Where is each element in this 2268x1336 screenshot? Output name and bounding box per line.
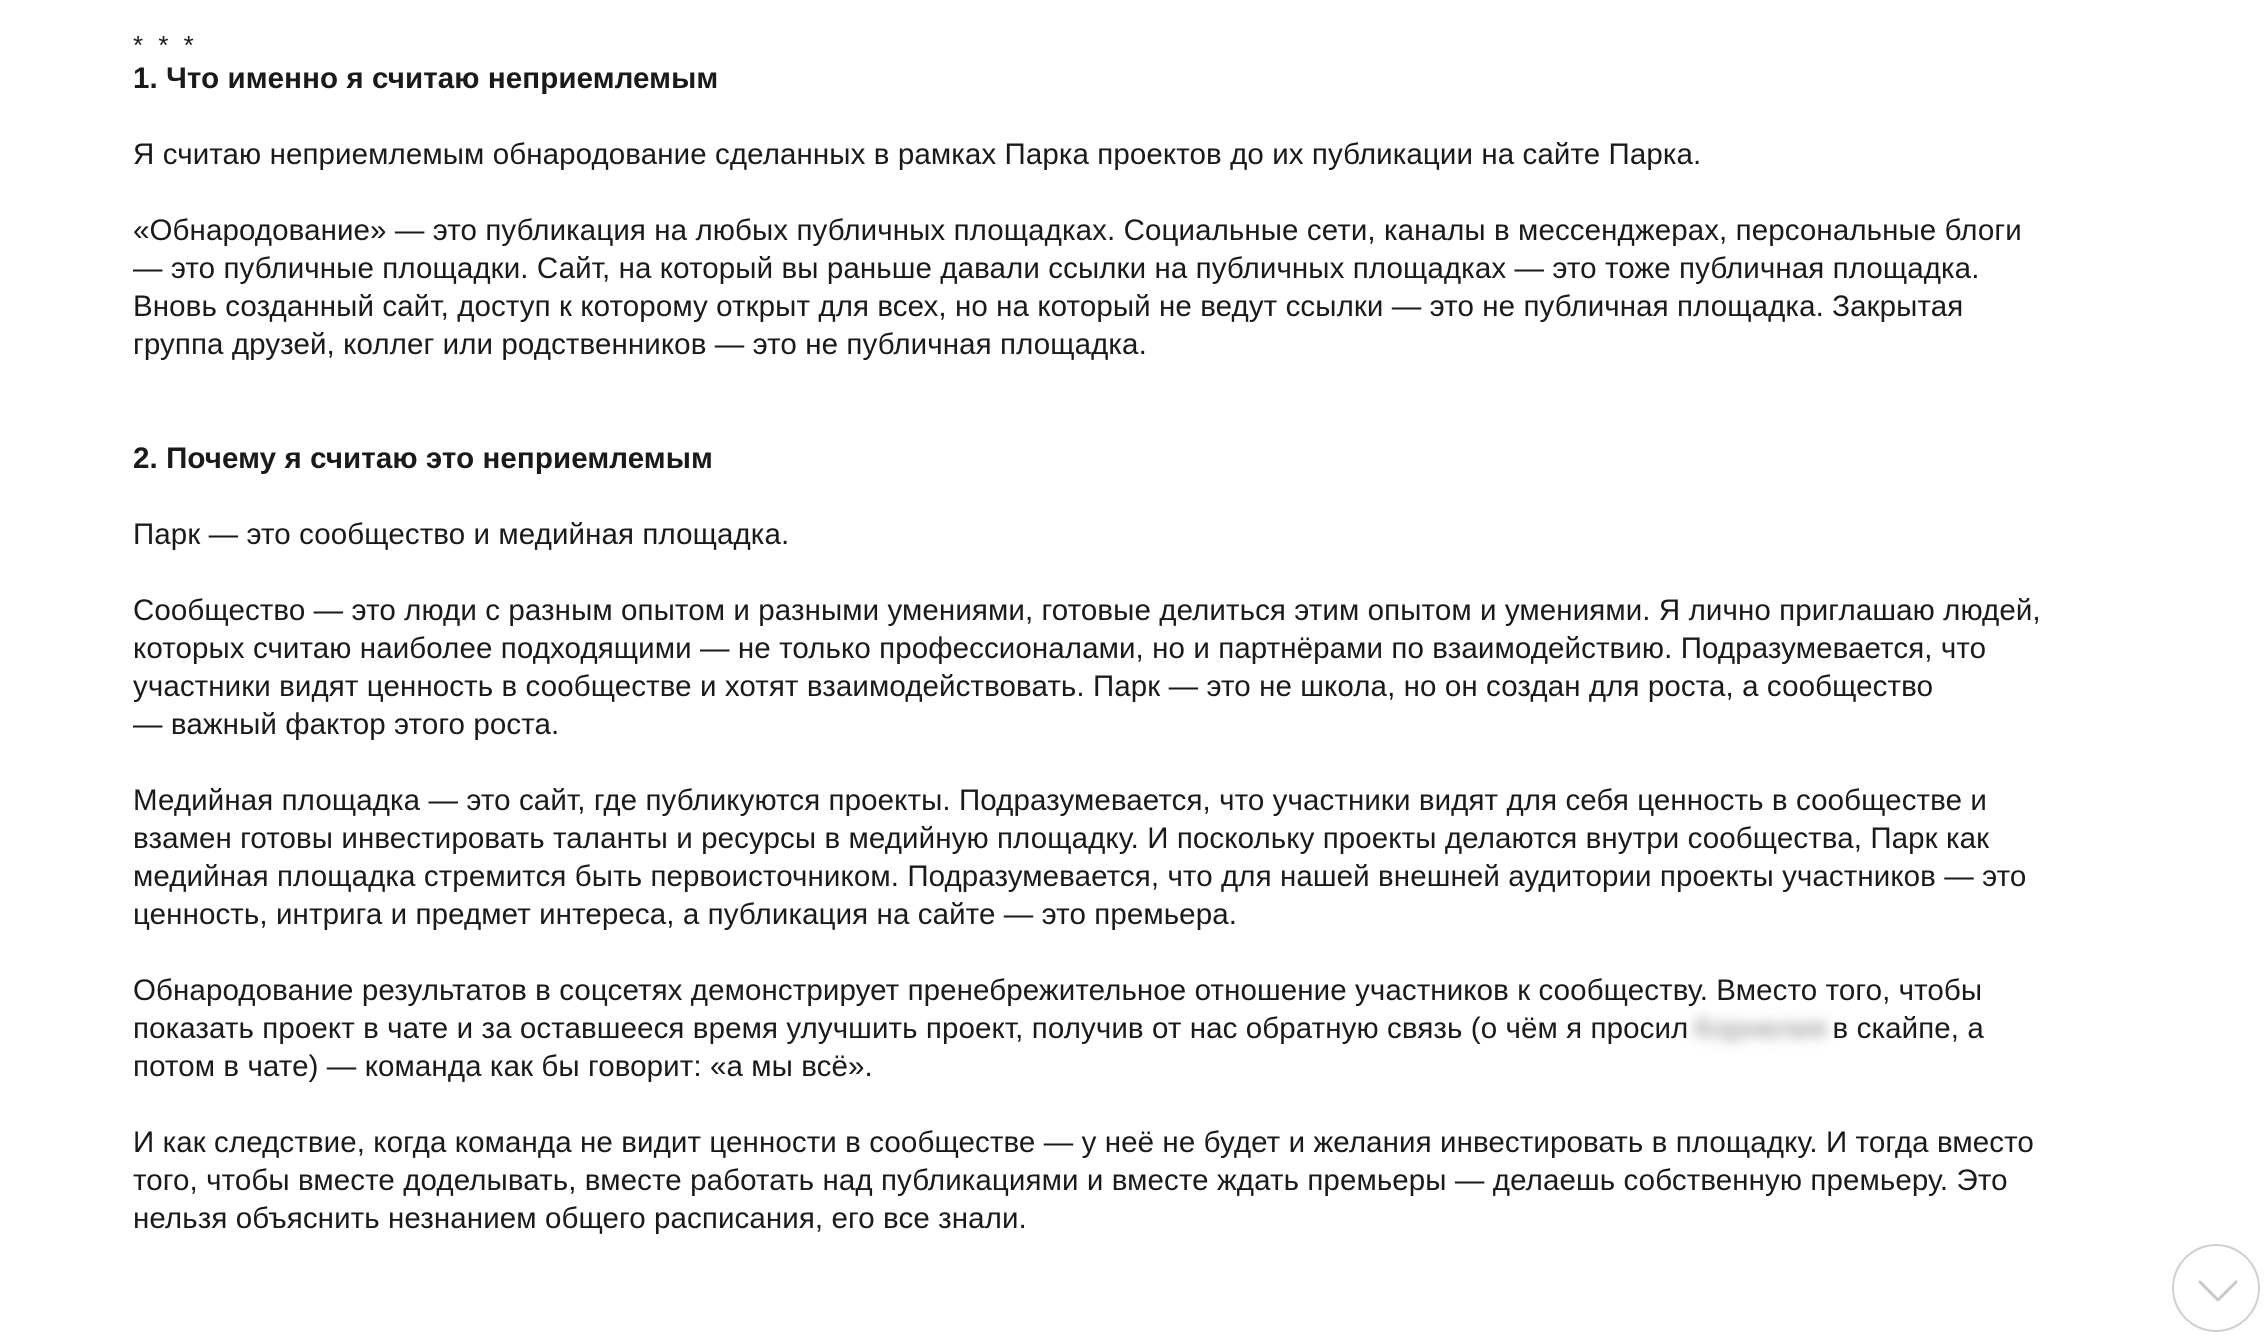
text-line: того, чтобы вместе доделывать, вместе работать над публикациями и вместе ждать премьеры — делаешь собственную премьеру. Это [133,1164,2008,1197]
chevron-down-icon [2196,1274,2240,1306]
section-2-heading: 2. Почему я считаю это неприемлемым [133,442,713,475]
text-line: группа друзей, коллег или родственников — это не публичная площадка. [133,328,1147,361]
text-line: Вновь созданный сайт, доступ к которому открыт для всех, но на который не ведут ссылки — это не публичная площадка. Закрытая [133,290,1964,323]
section-2-paragraph-3 [133,782,2153,934]
section-2-paragraph-4 [133,972,2153,1086]
text-line: которых считаю наиболее подходящими — не только профессионалами, но и партнёрами по взаимодействию. Подразумевается, что [133,632,1987,665]
text-line: участники видят ценность в сообществе и хотят взаимодействовать. Парк — это не школа, но он создан для роста, а сообщество [133,670,1934,703]
text-line: — это публичные площадки. Сайт, на который вы раньше давали ссылки на публичных площадках — это тоже публичная площадка. [133,252,1980,285]
text-line: медийная площадка стремится быть первоисточником. Подразумевается, что для нашей внешней аудитории проекты участников — это [133,860,2027,893]
section-1-paragraph-1 [133,136,2153,174]
text-fragment: в скайпе, а [1832,1012,1984,1045]
section-1-heading: 1. Что именно я считаю неприемлемым [133,62,719,95]
blurred-name: Корнелия [1694,1012,1827,1045]
text-line: Я считаю неприемлемым обнародование сделанных в рамках Парка проектов до их публикации на сайте Парка. [133,138,1702,171]
text-line: Обнародование результатов в соцсетях демонстрирует пренебрежительное отношение участников к сообществу. Вместо того, чтобы [133,974,1983,1007]
section-2-paragraph-5 [133,1124,2153,1238]
text-line: Сообщество — это люди с разным опытом и разными умениями, готовые делиться этим опытом и умениями. Я лично приглашаю людей, [133,594,2041,627]
section-1-paragraph-2 [133,212,2153,364]
text-line [133,1010,2153,1048]
text-fragment: показать проект в чате и за оставшееся время улучшить проект, получив от нас обратную связь (о чём я просил [133,1012,1689,1045]
section-2-paragraph-2 [133,592,2153,744]
text-line: Медийная площадка — это сайт, где публикуются проекты. Подразумевается, что участники видят для себя ценность в сообществе и [133,784,1987,817]
scroll-down-button[interactable] [2172,1244,2260,1332]
text-line: взамен готовы инвестировать таланты и ресурсы в медийную площадку. И поскольку проекты делаются внутри сообщества, Парк как [133,822,1990,855]
article-body [133,30,2153,1238]
text-line: — важный фактор этого роста. [133,708,560,741]
section-2-paragraph-1 [133,516,2153,554]
text-line: Парк — это сообщество и медийная площадка. [133,518,790,551]
text-line: И как следствие, когда команда не видит ценности в сообществе — у неё не будет и желания инвестировать в площадку. И тогда вместо [133,1126,2034,1159]
section-separator: * * * [133,30,198,60]
text-line: потом в чате) — команда как бы говорит: «а мы всё». [133,1050,873,1083]
text-line: нельзя объяснить незнанием общего расписания, его все знали. [133,1202,1027,1235]
text-line: «Обнародование» — это публикация на любых публичных площадках. Социальные сети, каналы в мессенджерах, персональные блоги [133,214,2022,247]
text-line: ценность, интрига и предмет интереса, а публикация на сайте — это премьера. [133,898,1237,931]
